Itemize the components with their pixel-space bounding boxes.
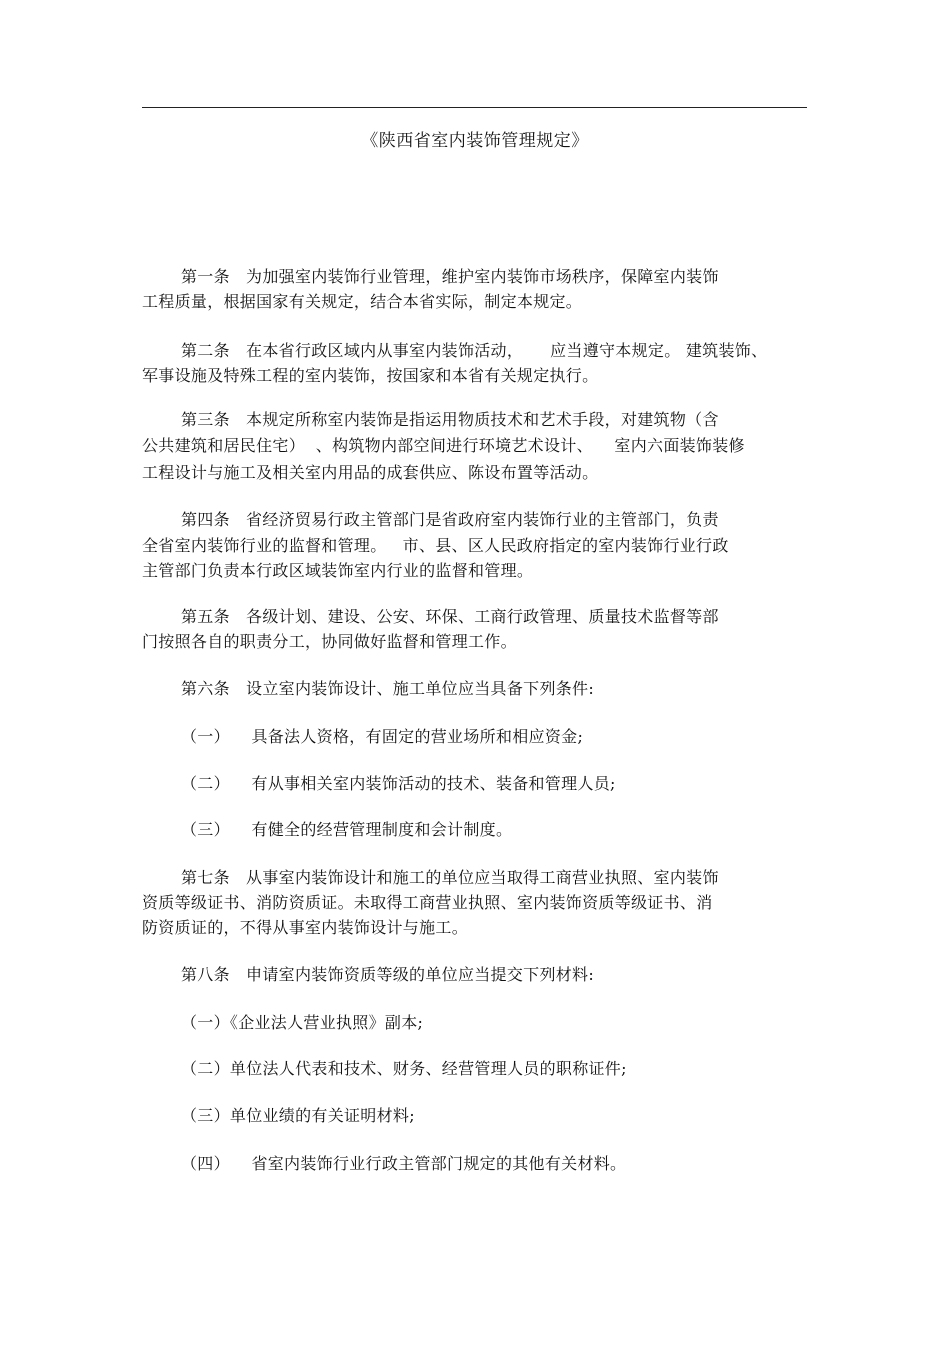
article-8-line-1: 第八条 申请室内装饰资质等级的单位应当提交下列材料: bbox=[181, 965, 595, 984]
article-2-line-1: 第二条 在本省行政区域内从事室内装饰活动， 应当遵守本规定。 建筑装饰、 bbox=[181, 341, 768, 360]
article-8-item-3: （三）单位业绩的有关证明材料; bbox=[181, 1106, 415, 1125]
article-5-line-1: 第五条 各级计划、建设、公安、环保、工商行政管理、质量技术监督等部 bbox=[181, 607, 719, 626]
article-4-line-2: 全省室内装饰行业的监督和管理。 市、县、区人民政府指定的室内装饰行业行政 bbox=[142, 536, 729, 555]
article-7-line-3: 防资质证的，不得从事室内装饰设计与施工。 bbox=[142, 918, 469, 937]
article-4-line-1: 第四条 省经济贸易行政主管部门是省政府室内装饰行业的主管部门，负责 bbox=[181, 510, 719, 529]
article-1-line-2: 工程质量，根据国家有关规定，结合本省实际，制定本规定。 bbox=[142, 292, 583, 311]
article-6-item-1: （一） 具备法人资格，有固定的营业场所和相应资金; bbox=[181, 727, 584, 746]
article-3-line-1: 第三条 本规定所称室内装饰是指运用物质技术和艺术手段，对建筑物（含 bbox=[181, 410, 719, 429]
article-2-line-2: 军事设施及特殊工程的室内装饰，按国家和本省有关规定执行。 bbox=[142, 366, 599, 385]
header-rule bbox=[142, 107, 807, 108]
article-6-item-3: （三） 有健全的经营管理制度和会计制度。 bbox=[181, 820, 513, 839]
article-5-line-2: 门按照各自的职责分工，协同做好监督和管理工作。 bbox=[142, 632, 517, 651]
article-7-line-2: 资质等级证书、消防资质证。未取得工商营业执照、室内装饰资质等级证书、消 bbox=[142, 893, 713, 912]
article-8-item-4: （四） 省室内装饰行业行政主管部门规定的其他有关材料。 bbox=[181, 1154, 627, 1173]
article-3-line-2: 公共建筑和居民住宅） 、构筑物内部空间进行环境艺术设计、 室内六面装饰装修 bbox=[142, 436, 745, 455]
article-4-line-3: 主管部门负责本行政区域装饰室内行业的监督和管理。 bbox=[142, 561, 534, 580]
article-8-item-1: （一）《企业法人营业执照》副本; bbox=[181, 1013, 424, 1032]
article-6-line-1: 第六条 设立室内装饰设计、施工单位应当具备下列条件: bbox=[181, 679, 595, 698]
article-1-line-1: 第一条 为加强室内装饰行业管理，维护室内装饰市场秩序，保障室内装饰 bbox=[181, 267, 719, 286]
article-3-line-3: 工程设计与施工及相关室内用品的成套供应、陈设布置等活动。 bbox=[142, 463, 599, 482]
article-7-line-1: 第七条 从事室内装饰设计和施工的单位应当取得工商营业执照、室内装饰 bbox=[181, 868, 719, 887]
article-6-item-2: （二） 有从事相关室内装饰活动的技术、装备和管理人员; bbox=[181, 774, 616, 793]
document-title: 《陕西省室内装饰管理规定》 bbox=[361, 131, 589, 151]
article-8-item-2: （二）单位法人代表和技术、财务、经营管理人员的职称证件; bbox=[181, 1059, 627, 1078]
